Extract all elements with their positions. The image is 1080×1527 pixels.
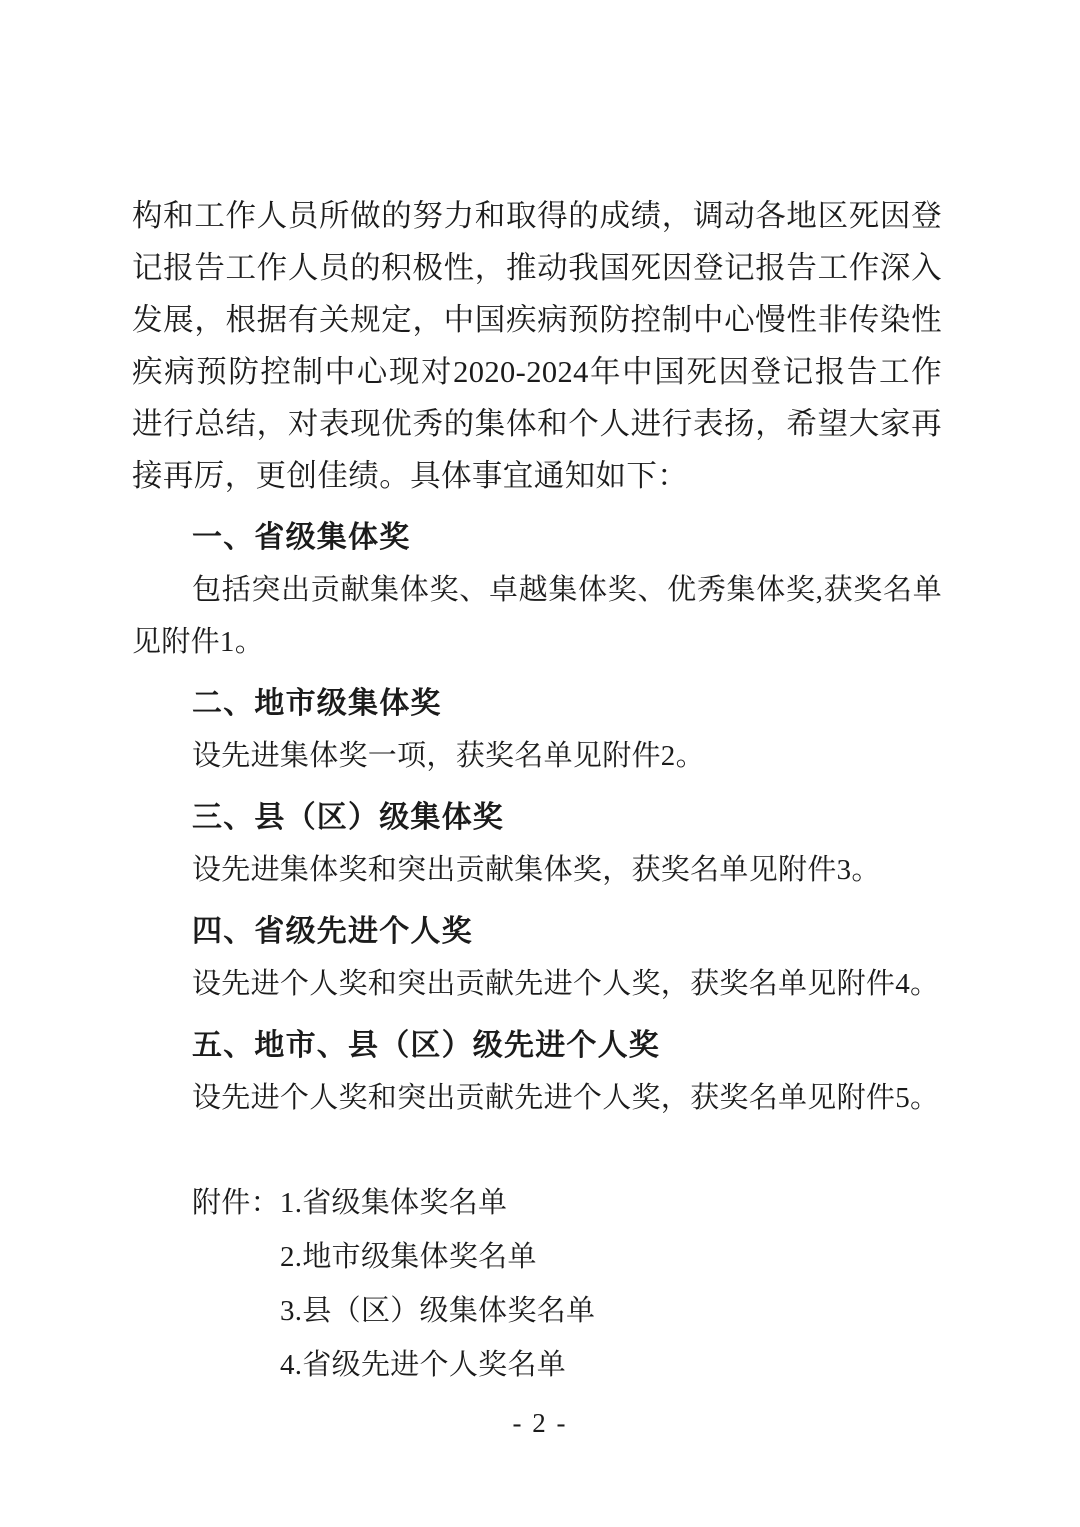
section-heading-1: 一、省级集体奖 xyxy=(192,521,411,554)
section-body-4: 设先进个人奖和突出贡献先进个人奖，获奖名单见附件4。 xyxy=(192,968,940,1000)
section-heading-2: 二、地市级集体奖 xyxy=(192,687,442,720)
section-body-5: 设先进个人奖和突出贡献先进个人奖，获奖名单见附件5。 xyxy=(192,1082,940,1114)
document-body xyxy=(132,190,942,1392)
section-heading-3: 三、县（区）级集体奖 xyxy=(192,801,504,834)
section-body-3: 设先进集体奖和突出贡献集体奖，获奖名单见附件3。 xyxy=(192,854,881,886)
section-body-2: 设先进集体奖一项，获奖名单见附件2。 xyxy=(192,740,705,772)
attachment-item-2: 2.地市级集体奖名单 xyxy=(280,1241,537,1273)
attachment-list xyxy=(132,1176,942,1392)
intro-paragraph: 构和工作人员所做的努力和取得的成绩，调动各地区死因登记报告工作人员的积极性，推动我国死因登记报告工作深入发展，根据有关规定，中国疾病预防控制中心慢性非传染性疾病预防控制中心现对2020-2024年中国死因登记报告工作进行总结，对表现优秀的集体和个人进行表扬，希望大家再接再厉，更创佳绩。具体事宜通知如下： xyxy=(132,199,942,493)
page-number: - 2 - xyxy=(512,1408,568,1438)
attachment-item-1: 附件：1.省级集体奖名单 xyxy=(192,1187,508,1219)
section-body-1: 包括突出贡献集体奖、卓越集体奖、优秀集体奖,获奖名单见附件1。 xyxy=(132,574,942,658)
attachment-item-3: 3.县（区）级集体奖名单 xyxy=(280,1295,596,1327)
section-heading-4: 四、省级先进个人奖 xyxy=(192,915,473,948)
attachment-item-4: 4.省级先进个人奖名单 xyxy=(280,1349,567,1381)
section-heading-5: 五、地市、县（区）级先进个人奖 xyxy=(192,1029,660,1062)
